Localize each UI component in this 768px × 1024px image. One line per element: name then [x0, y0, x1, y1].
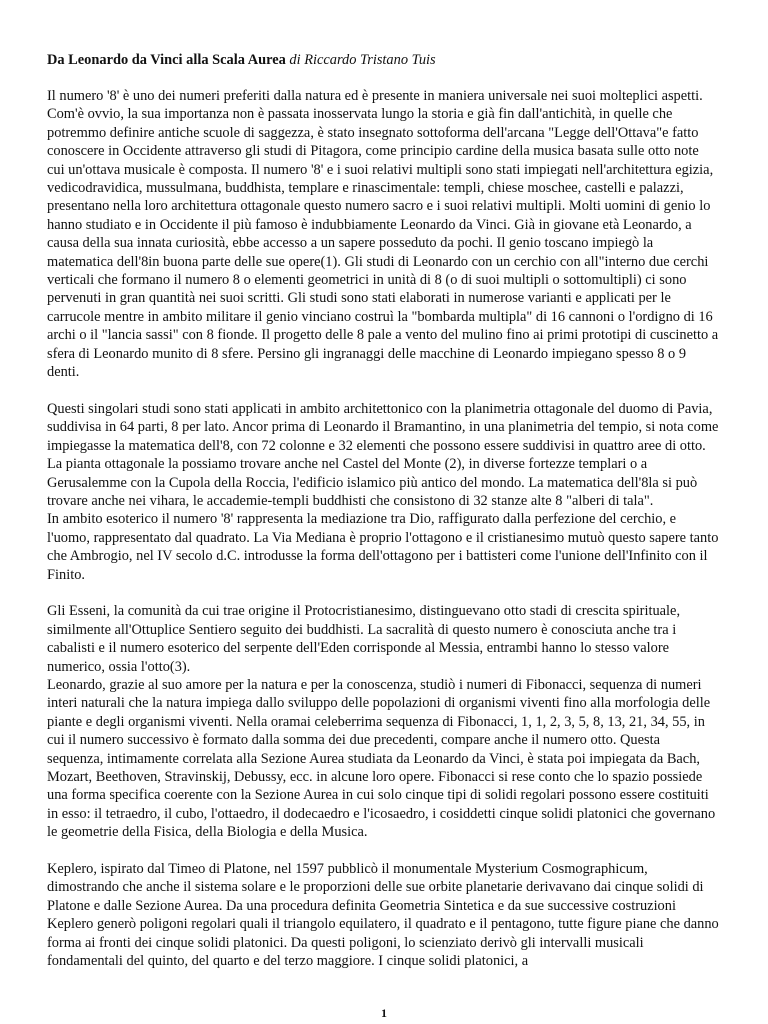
- paragraph-6: Keplero, ispirato dal Timeo di Platone, nel 1597 pubblicò il monumentale Mysterium Cosmographicum, dimostrando che anche il sistema solare e le proporzioni delle sue orbite planetarie derivavano dai cinque solidi di Platone e dalle Sezione Aurea. Da una procedura definita Geometria Sintetica e da sue successive costruzioni Keplero generò poligoni regolari quali il triangolo equilatero, il quadrato e il pentagono, tutte figure piane che danno forma ai fronti dei cinque solidi platonici. Da questi poligoni, lo scienziato derivò gli intervalli musicali fondamentali del quinto, del quarto e del terzo maggiore. I cinque solidi platonici, a: [47, 861, 719, 970]
- paragraph-4: Gli Esseni, la comunità da cui trae origine il Protocristianesimo, distinguevano otto stadi di crescita spirituale, similmente all'Ottuplice Sentiero seguito dei buddhisti. La sacralità di questo numero è conosciuta anche tra i cabalisti e il numero esoterico del serpente dell'Eden corrisponde al Messia, entrambi hanno lo stesso valore numerico, ossia l'otto(3).: [47, 603, 681, 675]
- paragraph-2: Questi singolari studi sono stati applicati in ambito architettonico con la planimetria ottagonale del duomo di Pavia, suddivisa in 64 parti, 8 per lato. Ancor prima di Leonardo il Bramantino, in una planimetria del tempio, si nota come impiegasse la matematica dell'8, con 72 colonne e 32 elementi che possono essere suddivisi in quattro aree di otto. La pianta ottagonale la possiamo trovare anche nel Castel del Monte (2), in diverse fortezze templari o a Gerusalemme con la Cupola della Roccia, l'edificio islamico più antico del mondo. La matematica dell'8la si può trovare anche nei vihara, le accademie-templi buddhisti che consistono di 32 stanze alte 8 "alberi di tala".: [47, 400, 719, 509]
- paragraph-1: Il numero '8' è uno dei numeri preferiti dalla natura ed è presente in maniera universale nei suoi molteplici aspetti. Com'è ovvio, la sua importanza non è passata inosservata lungo la storia e già fin dall'antichità, in quelle che potremmo definire antiche scuole di saggezza, è stato insegnato sottoforma dell'arcana "Legge dell'Ottava"e fatto conoscere in Occidente attraverso gli studi di Pitagora, come principio cardine della musica basata sulle otto note cui un'ottava musicale è composta. Il numero '8' e i suoi relativi multipli sono stati impiegati nell'architettura egizia, vedicodravidica, mussulmana, buddhista, templare e rinascimentale: templi, chiese moschee, castelli e palazzi, presentano nella loro architettura ottagonale questo numero sacro e i suoi relativi multipli. Molti uomini di genio lo hanno studiato e in Occidente il più famoso è indubbiamente Leonardo da Vinci. Già in giovane età Leonardo, a causa della sua innata curiosità, ebbe accesso a un sapere posseduto da pochi. Il genio toscano impiegò la matematica dell'8in buona parte delle sue opere(1). Gli studi di Leonardo con un cerchio con all"interno due cerchi verticali che formano il numero 8 o elementi geometrici in unità di 8 (o di suoi multipli o sottomultipli) ci sono pervenuti in gran quantità nei suoi scritti. Gli studi sono stati elaborati in numerose varianti e applicati per le carrucole mentre in ambito militare il genio vinciano costruì la "bombarda multipla" di 16 cannoni o l'ordigno di 16 archi o il "lancia sassi" con 8 fionde. Il progetto delle 8 pale a vento del mulino fino ai primi prototipi di cuscinetto a sfera di Leonardo munito di 8 sfere. Persino gli ingranaggi delle macchine di Leonardo impiegano spesso 8 o 9 denti.: [47, 88, 719, 381]
- title-text: Da Leonardo da Vinci alla Scala Aurea: [47, 52, 286, 68]
- document-title: [47, 51, 719, 70]
- paragraph-5: Leonardo, grazie al suo amore per la natura e per la conoscenza, studiò i numeri di Fibonacci, sequenza di numeri interi naturali che la natura impiega dallo sviluppo delle popolazioni di organismi viventi fino alla morfologia delle piante e degli organismi viventi. Nella oramai celeberrima sequenza di Fibonacci, 1, 1, 2, 3, 5, 8, 13, 21, 34, 55, in cui il numero successivo è formato dalla somma dei due precedenti, compare anche il numero otto. Questa sequenza, intimamente correlata alla Sezione Aurea studiata da Leonardo da Vinci, è stata poi impiegata da Bach, Mozart, Beethoven, Stravinskij, Debussy, ecc. in alcune loro opere. Fibonacci si rese conto che lo spazio possiede una forma specifica coerente con la Sezione Aurea in cui solo cinque tipi di solidi regolari possono essere costituiti in esso: il tetraedro, il cubo, l'ottaedro, il dodecaedro e l'icosaedro, i cosiddetti cinque solidi platonici che governano le geometrie della Fisica, della Biologia e della Musica.: [47, 676, 716, 841]
- paragraph-3: In ambito esoterico il numero '8' rappresenta la mediazione tra Dio, raffigurato dalla perfezione del cerchio, e l'uomo, rappresentato dal quadrato. La Via Mediana è proprio l'ottagono e il cristianesimo mutuò questo sapere tanto che Ambrogio, nel IV secolo d.C. introdusse la forma dell'ottagono per i battisteri come l'unione dell'Infinito con il Finito.: [47, 511, 719, 583]
- author-byline: di Riccardo Tristano Tuis: [289, 52, 436, 68]
- page-number: 1: [381, 1006, 387, 1020]
- document-page: [47, 51, 719, 970]
